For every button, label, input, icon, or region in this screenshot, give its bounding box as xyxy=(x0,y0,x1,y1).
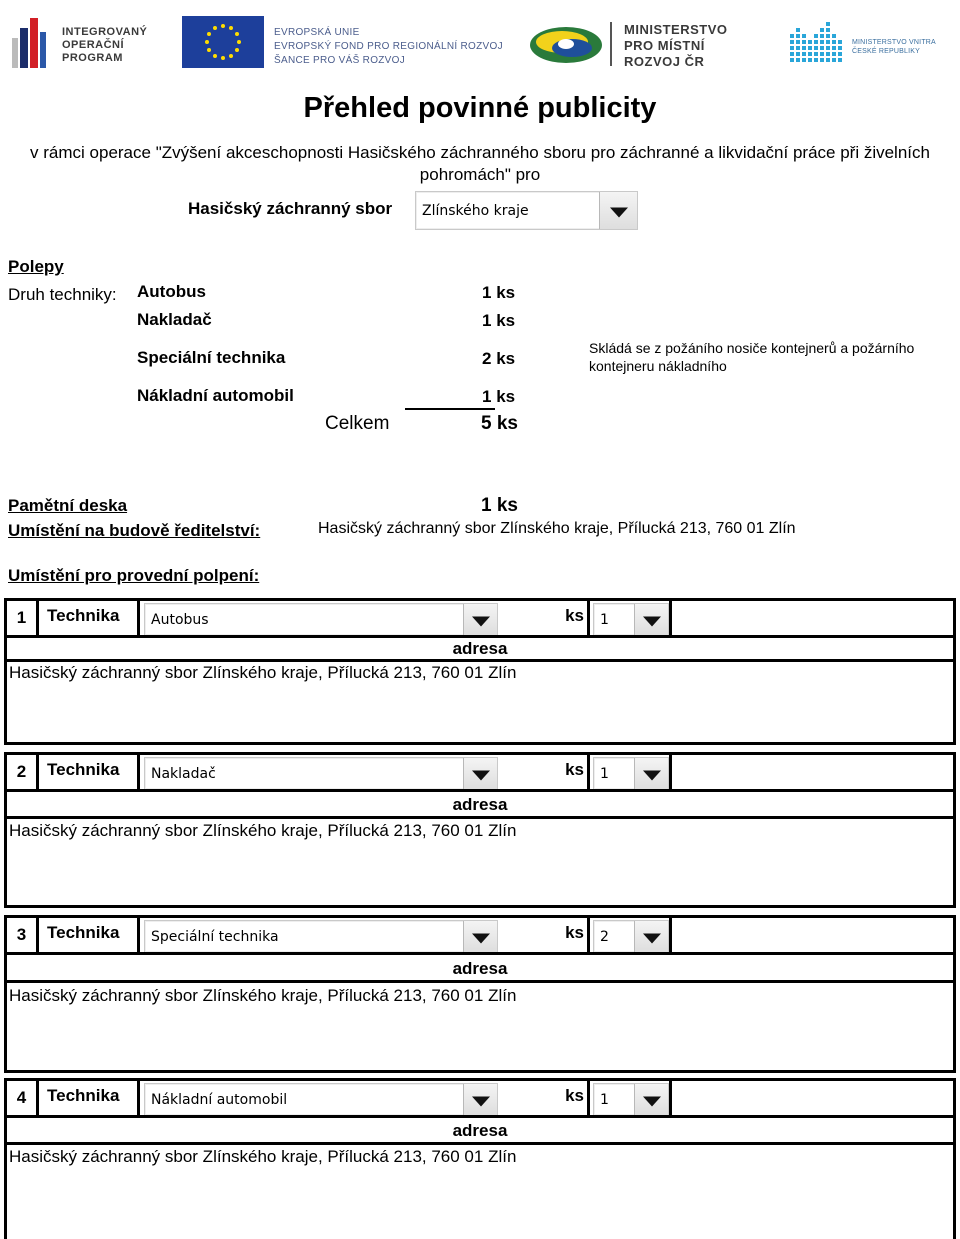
eu-line-3: ŠANCE PRO VÁŠ ROZVOJ xyxy=(274,55,406,66)
tech-select-dropdown-button[interactable] xyxy=(463,921,497,952)
mv-logo-text xyxy=(852,38,936,56)
ks-select[interactable] xyxy=(593,1083,669,1116)
polepy-item-qty: 1 ks xyxy=(482,387,516,406)
card-rule xyxy=(7,980,953,983)
hzs-label: Hasičský záchranný sbor xyxy=(188,199,393,218)
card-address[interactable]: Hasičský záchranný sbor Zlínského kraje, Přílucká 213, 760 01 Zlín xyxy=(9,1147,517,1166)
card-ks-label: ks xyxy=(497,1081,590,1115)
ks-select-dropdown-button[interactable] xyxy=(634,758,668,789)
card-adresa-label: adresa xyxy=(452,795,508,814)
placement-card xyxy=(4,598,956,745)
card-number: 2 xyxy=(7,755,39,789)
mv-logo xyxy=(788,20,958,70)
total-label: Celkem xyxy=(325,413,390,434)
eu-line-2: EVROPSKÝ FOND PRO REGIONÁLNÍ ROZVOJ xyxy=(274,41,503,52)
iop-logo xyxy=(12,16,162,72)
ks-select[interactable] xyxy=(593,603,669,636)
tech-select-dropdown-button[interactable] xyxy=(463,1084,497,1115)
iop-bars-icon xyxy=(12,18,58,68)
card-divider xyxy=(669,755,672,789)
eu-logo-text xyxy=(274,26,503,68)
iop-line-3: PROGRAM xyxy=(62,52,123,64)
polepy-heading: Polepy xyxy=(8,257,64,276)
placement-card xyxy=(4,915,956,1073)
polepy-item-name: Autobus xyxy=(137,282,206,301)
card-adresa-label: adresa xyxy=(452,959,508,978)
tech-select-value: Speciální technika xyxy=(151,928,279,945)
card-rule xyxy=(7,1142,953,1145)
card-adresa-label: adresa xyxy=(452,1121,508,1140)
card-ks-label: ks xyxy=(497,601,590,635)
card-adresa-label: adresa xyxy=(452,639,508,658)
total-qty: 5 ks xyxy=(481,413,518,434)
mmr-line-3: ROZVOJ ČR xyxy=(624,54,705,69)
tech-select[interactable] xyxy=(144,603,498,636)
region-select-dropdown-button[interactable] xyxy=(599,192,637,229)
druh-techniky-label: Druh techniky: xyxy=(8,285,117,304)
ks-select-dropdown-button[interactable] xyxy=(634,921,668,952)
placement-card xyxy=(4,1078,956,1239)
mmr-logo xyxy=(528,16,748,72)
eu-flag-icon xyxy=(182,16,264,68)
card-rule xyxy=(7,816,953,819)
iop-line-2: OPERAČNÍ xyxy=(62,39,125,51)
pametni-deska-qty: 1 ks xyxy=(481,495,518,516)
chevron-down-icon xyxy=(643,1096,661,1106)
mmr-logo-text xyxy=(624,22,728,70)
card-rule xyxy=(7,635,953,638)
tech-select-dropdown-button[interactable] xyxy=(463,604,497,635)
card-tech-label: Technika xyxy=(39,601,140,635)
card-rule xyxy=(7,952,953,955)
ks-select-dropdown-button[interactable] xyxy=(634,1084,668,1115)
pametni-deska-label: Pamětní deska xyxy=(8,496,128,515)
region-select[interactable] xyxy=(415,191,638,230)
ks-select-value: 1 xyxy=(600,765,609,782)
polepy-item-qty: 2 ks xyxy=(482,349,516,368)
region-select-value: Zlínského kraje xyxy=(422,202,529,219)
mmr-separator xyxy=(610,22,612,66)
ks-select-dropdown-button[interactable] xyxy=(634,604,668,635)
card-rule xyxy=(7,659,953,662)
ks-select-value: 2 xyxy=(600,928,609,945)
chevron-down-icon xyxy=(472,933,490,943)
card-divider xyxy=(669,1081,672,1115)
polepy-item-name: Speciální technika xyxy=(137,348,286,367)
tech-select-value: Nákladní automobil xyxy=(151,1091,288,1108)
card-tech-label: Technika xyxy=(39,1081,140,1115)
chevron-down-icon xyxy=(643,616,661,626)
chevron-down-icon xyxy=(472,770,490,780)
mmr-emblem-icon xyxy=(528,24,604,66)
card-address[interactable]: Hasičský záchranný sbor Zlínského kraje, Přílucká 213, 760 01 Zlín xyxy=(9,821,517,840)
card-address[interactable]: Hasičský záchranný sbor Zlínského kraje, Přílucká 213, 760 01 Zlín xyxy=(9,986,517,1005)
placement-card xyxy=(4,752,956,908)
card-ks-label: ks xyxy=(497,918,590,952)
tech-select-dropdown-button[interactable] xyxy=(463,758,497,789)
umisteni-budova-label: Umístění na budově ředitelství: xyxy=(8,521,261,540)
ks-select[interactable] xyxy=(593,920,669,953)
subtitle-text: v rámci operace "Zvýšení akceschopnosti Hasičského záchranného sboru pro záchranné a likvidační práce při živelních pohromách" pro xyxy=(30,143,930,184)
polepy-item-note: Skládá se z požáního nosiče kontejnerů a požárního kontejneru nákladního xyxy=(589,340,915,374)
polepy-item-qty: 1 ks xyxy=(482,311,516,330)
iop-logo-text xyxy=(62,26,147,65)
ks-select-value: 1 xyxy=(600,611,609,628)
total-rule xyxy=(405,408,495,410)
chevron-down-icon xyxy=(472,616,490,626)
card-divider xyxy=(669,601,672,635)
page-title: Přehled povinné publicity xyxy=(303,92,657,124)
card-tech-label: Technika xyxy=(39,918,140,952)
eu-line-1: EVROPSKÁ UNIE xyxy=(274,27,360,38)
tech-select[interactable] xyxy=(144,1083,498,1116)
chevron-down-icon xyxy=(643,933,661,943)
polepy-item-qty: 1 ks xyxy=(482,283,516,302)
mmr-line-2: PRO MÍSTNÍ xyxy=(624,38,705,53)
card-number: 1 xyxy=(7,601,39,635)
mv-dots-icon xyxy=(788,20,844,64)
tech-select-value: Autobus xyxy=(151,611,209,628)
card-number: 3 xyxy=(7,918,39,952)
card-divider xyxy=(669,918,672,952)
chevron-down-icon xyxy=(610,207,628,217)
polepy-item-name: Nákladní automobil xyxy=(137,386,294,405)
mmr-line-1: MINISTERSTVO xyxy=(624,22,728,37)
polepy-item-name: Nakladač xyxy=(137,310,212,329)
chevron-down-icon xyxy=(472,1096,490,1106)
page-subtitle xyxy=(0,142,960,186)
card-rule xyxy=(7,789,953,792)
provedeni-heading: Umístění pro provední polpení: xyxy=(8,566,260,585)
card-rule xyxy=(7,1115,953,1118)
tech-select[interactable] xyxy=(144,920,498,953)
eu-logo xyxy=(182,16,512,72)
mv-line-2: ČESKÉ REPUBLIKY xyxy=(852,48,920,55)
ks-select-value: 1 xyxy=(600,1091,609,1108)
card-tech-label: Technika xyxy=(39,755,140,789)
card-number: 4 xyxy=(7,1081,39,1115)
iop-line-1: INTEGROVANÝ xyxy=(62,26,148,38)
mv-line-1: MINISTERSTVO VNITRA xyxy=(852,39,936,46)
card-address[interactable]: Hasičský záchranný sbor Zlínského kraje, Přílucká 213, 760 01 Zlín xyxy=(9,663,517,682)
card-ks-label: ks xyxy=(497,755,590,789)
chevron-down-icon xyxy=(643,770,661,780)
tech-select[interactable] xyxy=(144,757,498,790)
umisteni-budova-value: Hasičský záchranný sbor Zlínského kraje, Přílucká 213, 760 01 Zlín xyxy=(318,520,796,537)
tech-select-value: Nakladač xyxy=(151,765,216,782)
ks-select[interactable] xyxy=(593,757,669,790)
